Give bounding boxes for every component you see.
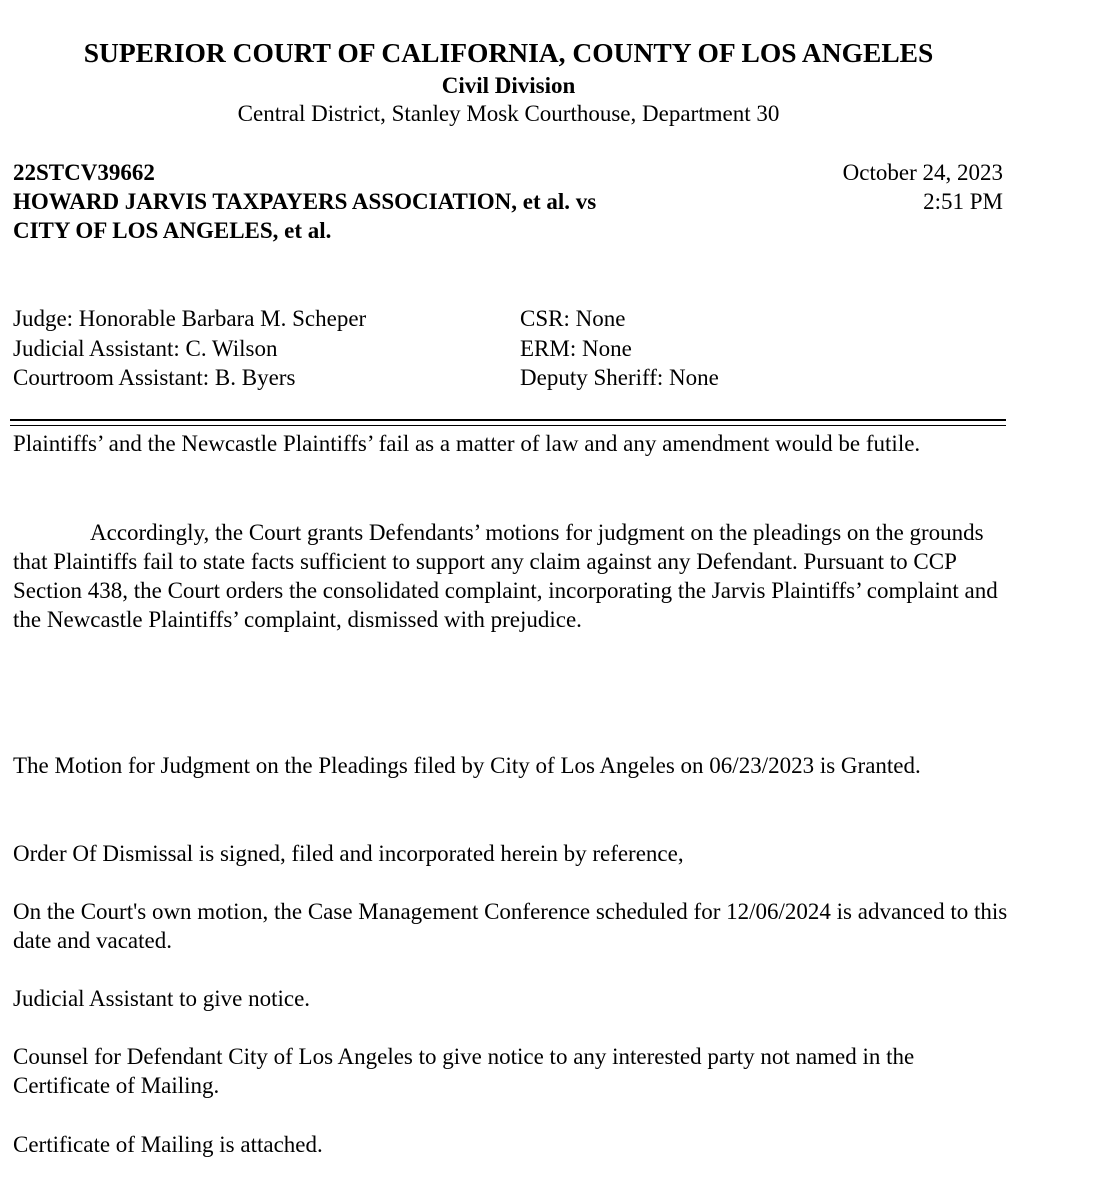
body-paragraph-5: On the Court's own motion, the Case Management Conference scheduled for 12/06/2024 is advanced to this date and vacated. xyxy=(13,899,1008,953)
body-paragraph-2: Accordingly, the Court grants Defendants’ motions for judgment on the pleadings on the grounds that Plaintiffs fail to state facts sufficient to support any claim against any Defendant. Pursuant to CCP Section 438, the Court orders the consolidated complaint, incorporating the Jarvis Plaintiffs’ complaint and the Newcastle Plaintiffs’ complaint, dismissed with prejudice. xyxy=(13,520,998,632)
header-divider-thin xyxy=(10,425,1006,426)
body-paragraph-4: Order Of Dismissal is signed, filed and incorporated herein by reference, xyxy=(13,841,684,866)
case-caption xyxy=(13,158,596,245)
body-paragraph-3: The Motion for Judgment on the Pleadings filed by City of Los Angeles on 06/23/2023 is Granted. xyxy=(13,753,921,778)
case-number: 22STCV39662 xyxy=(13,160,155,185)
erm-line: ERM: None xyxy=(520,335,632,361)
judge-line: Judge: Honorable Barbara M. Scheper xyxy=(13,306,367,331)
body-paragraph-1: Plaintiffs’ and the Newcastle Plaintiffs’ fail as a matter of law and any amendment would be futile. xyxy=(13,431,921,456)
csr-line: CSR: None xyxy=(520,306,626,331)
date-time-block xyxy=(843,158,1003,216)
deputy-sheriff-line: Deputy Sheriff: None xyxy=(520,365,719,390)
case-caption-line-2: CITY OF LOS ANGELES, et al. xyxy=(13,218,332,243)
header-divider-thick xyxy=(10,419,1006,421)
body-paragraph-7: Counsel for Defendant City of Los Angeles to give notice to any interested party not named in the Certificate of Mailing. xyxy=(13,1044,915,1098)
hearing-date: October 24, 2023 xyxy=(842,160,1003,185)
body-paragraph-6: Judicial Assistant to give notice. xyxy=(13,986,311,1011)
district-line: Central District, Stanley Mosk Courthouse, Department 30 xyxy=(237,101,780,126)
body-paragraph-8: Certificate of Mailing is attached. xyxy=(13,1132,323,1157)
hearing-time: 2:51 PM xyxy=(923,189,1003,214)
court-staff-right xyxy=(520,304,719,393)
courtroom-assistant-line: Courtroom Assistant: B. Byers xyxy=(13,365,296,390)
court-title: SUPERIOR COURT OF CALIFORNIA, COUNTY OF LOS ANGELES xyxy=(83,37,934,68)
judicial-assistant-line: Judicial Assistant: C. Wilson xyxy=(13,335,278,361)
division-heading: Civil Division xyxy=(441,73,576,98)
case-caption-line-1: HOWARD JARVIS TAXPAYERS ASSOCIATION, et al. vs xyxy=(13,189,597,214)
court-staff-left xyxy=(13,304,366,393)
